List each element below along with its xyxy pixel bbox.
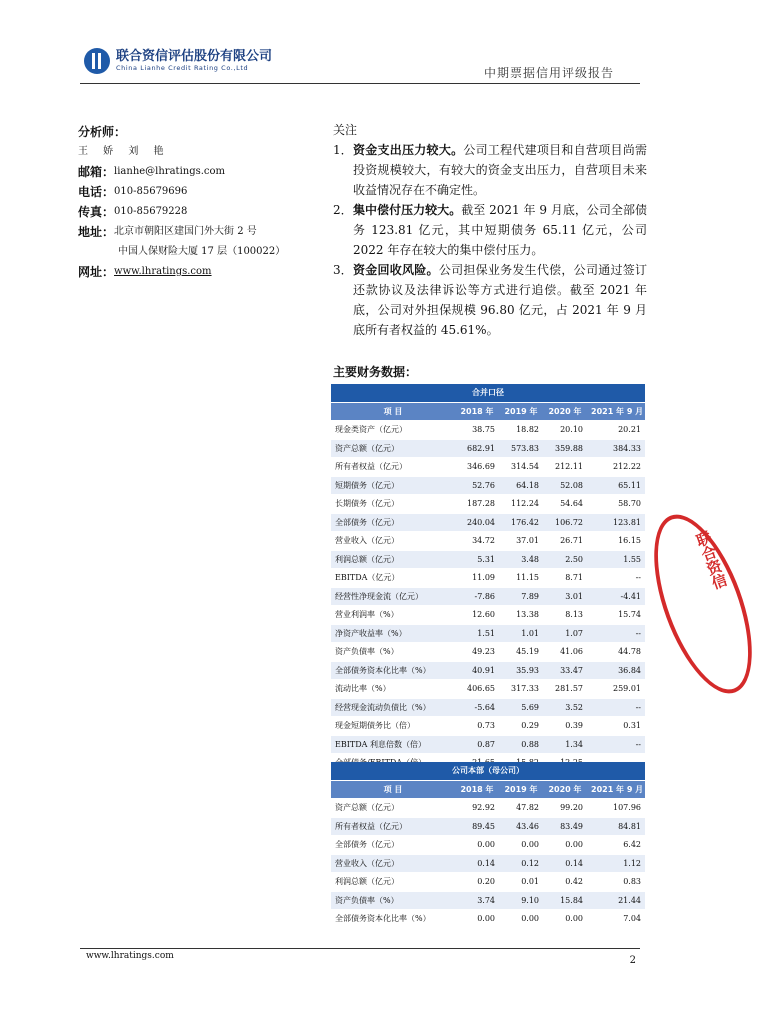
cell-value: 187.28 <box>455 495 499 514</box>
cell-value: 259.01 <box>587 680 645 699</box>
concern-heading: 资金回收风险。 <box>353 263 439 277</box>
cell-value: 240.04 <box>455 513 499 532</box>
column-header: 2020 年 <box>543 780 587 799</box>
cell-value: 12.60 <box>455 606 499 625</box>
cell-value: -5.64 <box>455 698 499 717</box>
cell-value: 35.93 <box>499 661 543 680</box>
cell-value: 123.81 <box>587 513 645 532</box>
cell-value: 0.14 <box>543 854 587 873</box>
row-label: 经营性净现金流（亿元） <box>331 587 455 606</box>
fax-label: 传真： <box>78 205 115 219</box>
cell-value: 65.11 <box>587 476 645 495</box>
parent-financial-table <box>331 762 645 929</box>
phone-value: 010-85679696 <box>114 186 188 197</box>
lh-logo-icon <box>84 48 110 74</box>
cell-value: 11.15 <box>499 569 543 588</box>
fax-value: 010-85679228 <box>114 206 188 217</box>
header-divider <box>80 83 640 84</box>
cell-value: -- <box>587 698 645 717</box>
cell-value: 37.01 <box>499 532 543 551</box>
table-row <box>331 873 645 892</box>
cell-value: 0.01 <box>499 873 543 892</box>
concern-heading: 集中偿付压力较大。 <box>353 203 462 217</box>
row-label: EBITDA 利息倍数（倍） <box>331 735 455 754</box>
cell-value: 5.31 <box>455 550 499 569</box>
cell-value: 1.01 <box>499 624 543 643</box>
table-row <box>331 569 645 588</box>
table-row <box>331 587 645 606</box>
cell-value: 49.23 <box>455 643 499 662</box>
cell-value: 0.83 <box>587 873 645 892</box>
footer-divider <box>80 948 640 949</box>
concern-text: 截至 2021 年 9 月底，公司全部债务 123.81 亿元，其中短期债务 65.11 亿元，公司 2022 年存在较大的集中偿付压力。 <box>353 203 647 257</box>
row-label: 经营现金流动负债比（%） <box>331 698 455 717</box>
cell-value: 11.09 <box>455 569 499 588</box>
cell-value: 45.19 <box>499 643 543 662</box>
table-row <box>331 735 645 754</box>
row-label: 资产总额（亿元） <box>331 799 455 818</box>
cell-value: 6.42 <box>587 836 645 855</box>
cell-value: 176.42 <box>499 513 543 532</box>
cell-value: 346.69 <box>455 458 499 477</box>
column-header: 项 目 <box>331 402 455 421</box>
cell-value: 0.00 <box>455 910 499 929</box>
row-label: 短期债务（亿元） <box>331 476 455 495</box>
cell-value: -4.41 <box>587 587 645 606</box>
concern-number: 1． <box>333 143 353 157</box>
seal-text: 联合资信 <box>692 528 730 592</box>
concerns-section <box>333 120 647 340</box>
column-header: 2018 年 <box>455 402 499 421</box>
table-row <box>331 495 645 514</box>
cell-value: 43.46 <box>499 817 543 836</box>
concern-heading: 资金支出压力较大。 <box>353 143 464 157</box>
cell-value: 52.76 <box>455 476 499 495</box>
analyst-title: 分析师： <box>78 125 127 139</box>
cell-value: 18.82 <box>499 421 543 440</box>
address-line1: 北京市朝阳区建国门外大街 2 号 <box>114 226 257 237</box>
table-row <box>331 854 645 873</box>
cell-value: 41.06 <box>543 643 587 662</box>
cell-value: 64.18 <box>499 476 543 495</box>
table-row <box>331 910 645 929</box>
table-row <box>331 717 645 736</box>
address-line2: 中国人保财险大厦 17 层（100022） <box>118 246 286 257</box>
cell-value: 2.50 <box>543 550 587 569</box>
cell-value: -- <box>587 624 645 643</box>
cell-value: 0.14 <box>455 854 499 873</box>
cell-value: 44.78 <box>587 643 645 662</box>
cell-value: 1.51 <box>455 624 499 643</box>
cell-value: 0.87 <box>455 735 499 754</box>
cell-value: 92.92 <box>455 799 499 818</box>
table-row <box>331 817 645 836</box>
cell-value: 84.81 <box>587 817 645 836</box>
cell-value: 0.00 <box>543 910 587 929</box>
logo-name-en: China Lianhe Credit Rating Co.,Ltd <box>116 64 249 72</box>
row-label: 营业收入（亿元） <box>331 854 455 873</box>
row-label: 所有者权益（亿元） <box>331 817 455 836</box>
row-label: 全部债务（亿元） <box>331 513 455 532</box>
table-row <box>331 550 645 569</box>
email-label: 邮箱： <box>78 165 115 179</box>
cell-value: 40.91 <box>455 661 499 680</box>
column-header: 2018 年 <box>455 780 499 799</box>
concern-number: 3． <box>333 263 353 277</box>
website-label: 网址： <box>78 265 115 279</box>
table-row <box>331 624 645 643</box>
cell-value: 0.29 <box>499 717 543 736</box>
website-link[interactable]: www.lhratings.com <box>114 266 212 277</box>
cell-value: 573.83 <box>499 439 543 458</box>
cell-value: -- <box>587 569 645 588</box>
cell-value: 0.88 <box>499 735 543 754</box>
cell-value: 0.00 <box>543 836 587 855</box>
table-row <box>331 513 645 532</box>
cell-value: 3.74 <box>455 891 499 910</box>
cell-value: -7.86 <box>455 587 499 606</box>
cell-value: 5.69 <box>499 698 543 717</box>
table-row <box>331 606 645 625</box>
cell-value: 26.71 <box>543 532 587 551</box>
report-type: 中期票据信用评级报告 <box>483 66 614 80</box>
cell-value: 212.22 <box>587 458 645 477</box>
analyst-names: 王 娇 刘 艳 <box>78 146 170 157</box>
cell-value: 3.01 <box>543 587 587 606</box>
concern-text: 公司担保业务发生代偿，公司通过签订还款协议及法律诉讼等方式进行追偿。截至 2021 年底，公司对外担保规模 96.80 亿元，占 2021 年 9 月底所有者权益的 45.61%。 <box>353 263 647 337</box>
company-logo <box>84 48 272 74</box>
cell-value: 16.15 <box>587 532 645 551</box>
row-label: 资产负债率（%） <box>331 643 455 662</box>
cell-value: 0.20 <box>455 873 499 892</box>
footer-website: www.lhratings.com <box>86 951 174 961</box>
table-row <box>331 799 645 818</box>
table-row <box>331 439 645 458</box>
row-label: 利润总额（亿元） <box>331 873 455 892</box>
cell-value: 1.55 <box>587 550 645 569</box>
table-group-header <box>331 762 645 780</box>
cell-value: 682.91 <box>455 439 499 458</box>
cell-value: 1.12 <box>587 854 645 873</box>
row-label: 所有者权益（亿元） <box>331 458 455 477</box>
analyst-info <box>78 122 298 282</box>
page-number: 2 <box>629 955 636 966</box>
row-label: 流动比率（%） <box>331 680 455 699</box>
column-header: 2019 年 <box>499 402 543 421</box>
row-label: EBITDA（亿元） <box>331 569 455 588</box>
cell-value: 9.10 <box>499 891 543 910</box>
financial-data-title: 主要财务数据： <box>333 365 418 379</box>
cell-value: 0.00 <box>499 836 543 855</box>
cell-value: 47.82 <box>499 799 543 818</box>
cell-value: 0.42 <box>543 873 587 892</box>
cell-value: 106.72 <box>543 513 587 532</box>
row-label: 营业收入（亿元） <box>331 532 455 551</box>
group-label: 公司本部（母公司） <box>331 762 645 780</box>
cell-value: 0.12 <box>499 854 543 873</box>
cell-value: 20.21 <box>587 421 645 440</box>
cell-value: 36.84 <box>587 661 645 680</box>
table-group-header <box>331 384 645 402</box>
cell-value: 406.65 <box>455 680 499 699</box>
table-row <box>331 661 645 680</box>
cell-value: 58.70 <box>587 495 645 514</box>
cell-value: 317.33 <box>499 680 543 699</box>
table-row <box>331 421 645 440</box>
table-row <box>331 891 645 910</box>
cell-value: 15.74 <box>587 606 645 625</box>
cell-value: 281.57 <box>543 680 587 699</box>
group-label: 合并口径 <box>331 384 645 402</box>
row-label: 营业利润率（%） <box>331 606 455 625</box>
concern-item <box>333 140 647 200</box>
table-row <box>331 698 645 717</box>
address-label: 地址： <box>78 225 115 239</box>
table-row <box>331 836 645 855</box>
concerns-title: 关注 <box>333 123 358 137</box>
row-label: 现金类资产（亿元） <box>331 421 455 440</box>
table-row <box>331 476 645 495</box>
cell-value: 0.73 <box>455 717 499 736</box>
phone-label: 电话： <box>78 185 115 199</box>
table-header-row <box>331 402 645 421</box>
cell-value: 20.10 <box>543 421 587 440</box>
cell-value: 8.71 <box>543 569 587 588</box>
cell-value: 38.75 <box>455 421 499 440</box>
cell-value: 99.20 <box>543 799 587 818</box>
cell-value: 0.39 <box>543 717 587 736</box>
row-label: 全部债务（亿元） <box>331 836 455 855</box>
cell-value: 0.31 <box>587 717 645 736</box>
cell-value: -- <box>587 735 645 754</box>
table-row <box>331 643 645 662</box>
cell-value: 52.08 <box>543 476 587 495</box>
row-label: 利润总额（亿元） <box>331 550 455 569</box>
cell-value: 83.49 <box>543 817 587 836</box>
table-row <box>331 458 645 477</box>
row-label: 资产总额（亿元） <box>331 439 455 458</box>
cell-value: 15.84 <box>543 891 587 910</box>
cell-value: 212.11 <box>543 458 587 477</box>
table-row <box>331 680 645 699</box>
column-header: 2021 年 9 月 <box>587 780 645 799</box>
concern-number: 2． <box>333 203 353 217</box>
cell-value: 0.00 <box>499 910 543 929</box>
table-header-row <box>331 780 645 799</box>
cell-value: 54.64 <box>543 495 587 514</box>
column-header: 2019 年 <box>499 780 543 799</box>
cell-value: 21.44 <box>587 891 645 910</box>
column-header: 项 目 <box>331 780 455 799</box>
cell-value: 1.34 <box>543 735 587 754</box>
row-label: 长期债务（亿元） <box>331 495 455 514</box>
row-label: 净资产收益率（%） <box>331 624 455 643</box>
cell-value: 3.52 <box>543 698 587 717</box>
column-header: 2021 年 9 月 <box>587 402 645 421</box>
logo-name-cn: 联合资信评估股份有限公司 <box>116 49 273 64</box>
column-header: 2020 年 <box>543 402 587 421</box>
row-label: 全部债务资本化比率（%） <box>331 910 455 929</box>
cell-value: 314.54 <box>499 458 543 477</box>
cell-value: 33.47 <box>543 661 587 680</box>
cell-value: 384.33 <box>587 439 645 458</box>
table-row <box>331 532 645 551</box>
cell-value: 7.89 <box>499 587 543 606</box>
cell-value: 1.07 <box>543 624 587 643</box>
row-label: 资产负债率（%） <box>331 891 455 910</box>
cell-value: 13.38 <box>499 606 543 625</box>
concern-item <box>333 260 647 340</box>
cell-value: 34.72 <box>455 532 499 551</box>
cell-value: 112.24 <box>499 495 543 514</box>
cell-value: 107.96 <box>587 799 645 818</box>
row-label: 现金短期债务比（倍） <box>331 717 455 736</box>
concern-text: 公司工程代建项目和自营项目尚需投资规模较大，有较大的资金支出压力，自营项目未来收益情况存在不确定性。 <box>353 143 647 197</box>
email-value: lianhe@lhratings.com <box>114 166 226 177</box>
cell-value: 3.48 <box>499 550 543 569</box>
cell-value: 7.04 <box>587 910 645 929</box>
cell-value: 359.88 <box>543 439 587 458</box>
cell-value: 0.00 <box>455 836 499 855</box>
cell-value: 8.13 <box>543 606 587 625</box>
cell-value: 89.45 <box>455 817 499 836</box>
consolidated-financial-table <box>331 384 645 773</box>
concern-item <box>333 200 647 260</box>
row-label: 全部债务资本化比率（%） <box>331 661 455 680</box>
